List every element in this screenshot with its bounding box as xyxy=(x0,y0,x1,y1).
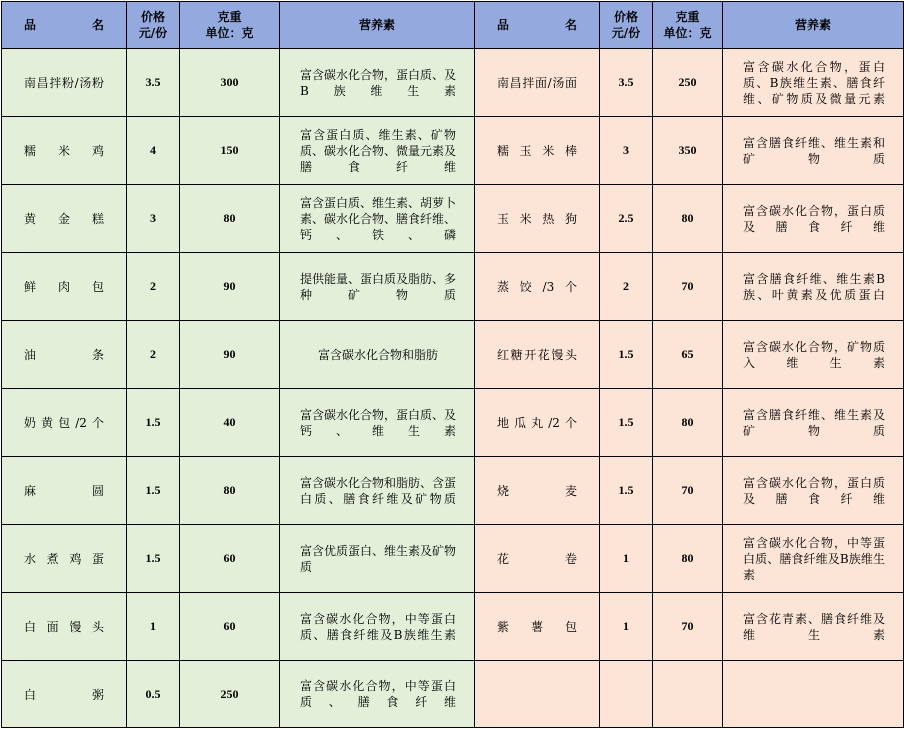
left-item-nutrition: 富含碳水化合物，中等蛋白质、膳食纤维 xyxy=(280,661,475,728)
left-item-nutrition: 富含蛋白质、维生素、矿物质、碳水化合物、微量元素及膳食纤维 xyxy=(280,117,475,185)
left-item-name: 黄金糕 xyxy=(2,185,127,253)
left-item-name: 奶黄包/2个 xyxy=(2,389,127,457)
left-item-weight: 150 xyxy=(180,117,280,185)
left-item-name: 白面馒头 xyxy=(2,593,127,661)
left-item-weight: 80 xyxy=(180,457,280,525)
left-item-name: 糯米鸡 xyxy=(2,117,127,185)
right-item-nutrition: 富含膳食纤维、维生素及矿物质 xyxy=(723,389,904,457)
left-item-weight: 80 xyxy=(180,185,280,253)
right-item-name: 紫薯包 xyxy=(475,593,600,661)
left-item-price: 3.5 xyxy=(127,49,180,117)
right-item-nutrition: 富含碳水化合物，蛋白质及膳食纤维 xyxy=(723,185,904,253)
left-item-name: 鲜肉包 xyxy=(2,253,127,321)
food-nutrition-table xyxy=(1,1,904,728)
empty-cell xyxy=(723,661,904,728)
right-item-weight: 350 xyxy=(653,117,723,185)
left-item-weight: 60 xyxy=(180,593,280,661)
right-item-nutrition: 富含碳水化合物，矿物质入维生素 xyxy=(723,321,904,389)
left-item-price: 2 xyxy=(127,253,180,321)
left-item-nutrition: 富含碳水化合物，中等蛋白质、膳食纤维及B族维生素 xyxy=(280,593,475,661)
header-price-left: 价格 元/份 xyxy=(127,2,180,49)
left-item-price: 1 xyxy=(127,593,180,661)
right-item-price: 2 xyxy=(600,253,653,321)
left-item-nutrition: 富含碳水化合物，蛋白质、及B族维生素 xyxy=(280,49,475,117)
empty-cell xyxy=(475,661,600,728)
right-item-name: 花卷 xyxy=(475,525,600,593)
right-item-weight: 250 xyxy=(653,49,723,117)
right-item-weight: 70 xyxy=(653,457,723,525)
table-row xyxy=(2,661,904,728)
left-item-name: 麻圆 xyxy=(2,457,127,525)
left-item-price: 1.5 xyxy=(127,457,180,525)
table-row xyxy=(2,593,904,661)
right-item-nutrition: 富含碳水化合物，蛋白质及膳食纤维 xyxy=(723,457,904,525)
right-item-price: 1 xyxy=(600,593,653,661)
left-item-name: 水煮鸡蛋 xyxy=(2,525,127,593)
header-weight-right: 克重 单位：克 xyxy=(653,2,723,49)
left-item-weight: 90 xyxy=(180,321,280,389)
table-row xyxy=(2,185,904,253)
left-item-price: 4 xyxy=(127,117,180,185)
right-item-price: 3 xyxy=(600,117,653,185)
left-item-nutrition: 富含碳水化合物和脂肪 xyxy=(280,321,475,389)
right-item-weight: 80 xyxy=(653,389,723,457)
right-item-weight: 65 xyxy=(653,321,723,389)
right-item-nutrition: 富含花青素、膳食纤维及维生素 xyxy=(723,593,904,661)
left-item-price: 3 xyxy=(127,185,180,253)
right-item-weight: 70 xyxy=(653,253,723,321)
right-item-name: 南昌拌面/汤面 xyxy=(475,49,600,117)
left-item-nutrition: 富含蛋白质、维生素、胡萝卜素、碳水化合物、膳食纤维、钙、铁、磷 xyxy=(280,185,475,253)
header-weight-left: 克重 单位：克 xyxy=(180,2,280,49)
left-item-weight: 60 xyxy=(180,525,280,593)
left-item-price: 1.5 xyxy=(127,389,180,457)
left-item-price: 2 xyxy=(127,321,180,389)
header-row xyxy=(2,2,904,49)
header-price-right: 价格 元/份 xyxy=(600,2,653,49)
right-item-name: 地瓜丸/2个 xyxy=(475,389,600,457)
right-item-price: 2.5 xyxy=(600,185,653,253)
right-item-nutrition: 富含碳水化合物，蛋白质、B族维生素、膳食纤维、矿物质及微量元素 xyxy=(723,49,904,117)
empty-cell xyxy=(600,661,653,728)
header-nutrition-left: 营养素 xyxy=(280,2,475,49)
right-item-price: 1.5 xyxy=(600,321,653,389)
right-item-nutrition: 富含膳食纤维、维生素和矿物质 xyxy=(723,117,904,185)
right-item-weight: 70 xyxy=(653,593,723,661)
left-item-name: 南昌拌粉/汤粉 xyxy=(2,49,127,117)
left-item-price: 0.5 xyxy=(127,661,180,728)
table-row xyxy=(2,117,904,185)
left-item-weight: 90 xyxy=(180,253,280,321)
right-item-price: 3.5 xyxy=(600,49,653,117)
right-item-name: 烧麦 xyxy=(475,457,600,525)
right-item-nutrition: 富含碳水化合物，中等蛋白质、膳食纤维及B族维生素 xyxy=(723,525,904,593)
left-item-name: 白粥 xyxy=(2,661,127,728)
header-name-right: 品 名 xyxy=(475,2,600,49)
right-item-price: 1 xyxy=(600,525,653,593)
left-item-weight: 40 xyxy=(180,389,280,457)
right-item-price: 1.5 xyxy=(600,389,653,457)
left-item-weight: 250 xyxy=(180,661,280,728)
left-item-price: 1.5 xyxy=(127,525,180,593)
right-item-weight: 80 xyxy=(653,525,723,593)
right-item-price: 1.5 xyxy=(600,457,653,525)
right-item-name: 红糖开花馒头 xyxy=(475,321,600,389)
right-item-nutrition: 富含膳食纤维、维生素B族、叶黄素及优质蛋白 xyxy=(723,253,904,321)
right-item-name: 蒸饺/3个 xyxy=(475,253,600,321)
right-item-name: 玉米热狗 xyxy=(475,185,600,253)
right-item-weight: 80 xyxy=(653,185,723,253)
header-name-left: 品 名 xyxy=(2,2,127,49)
left-item-nutrition: 富含优质蛋白、维生素及矿物质 xyxy=(280,525,475,593)
left-item-name: 油条 xyxy=(2,321,127,389)
table-row xyxy=(2,389,904,457)
left-item-nutrition: 富含碳水化合物和脂肪、含蛋白质、膳食纤维及矿物质 xyxy=(280,457,475,525)
table-body xyxy=(2,49,904,728)
table-row xyxy=(2,457,904,525)
table-row xyxy=(2,321,904,389)
right-item-name: 糯玉米棒 xyxy=(475,117,600,185)
table-row xyxy=(2,49,904,117)
left-item-nutrition: 富含碳水化合物，蛋白质、及钙、维生素 xyxy=(280,389,475,457)
left-item-weight: 300 xyxy=(180,49,280,117)
left-item-nutrition: 提供能量、蛋白质及脂肪、多种矿物质 xyxy=(280,253,475,321)
table-row xyxy=(2,253,904,321)
header-nutrition-right: 营养素 xyxy=(723,2,904,49)
table-row xyxy=(2,525,904,593)
empty-cell xyxy=(653,661,723,728)
